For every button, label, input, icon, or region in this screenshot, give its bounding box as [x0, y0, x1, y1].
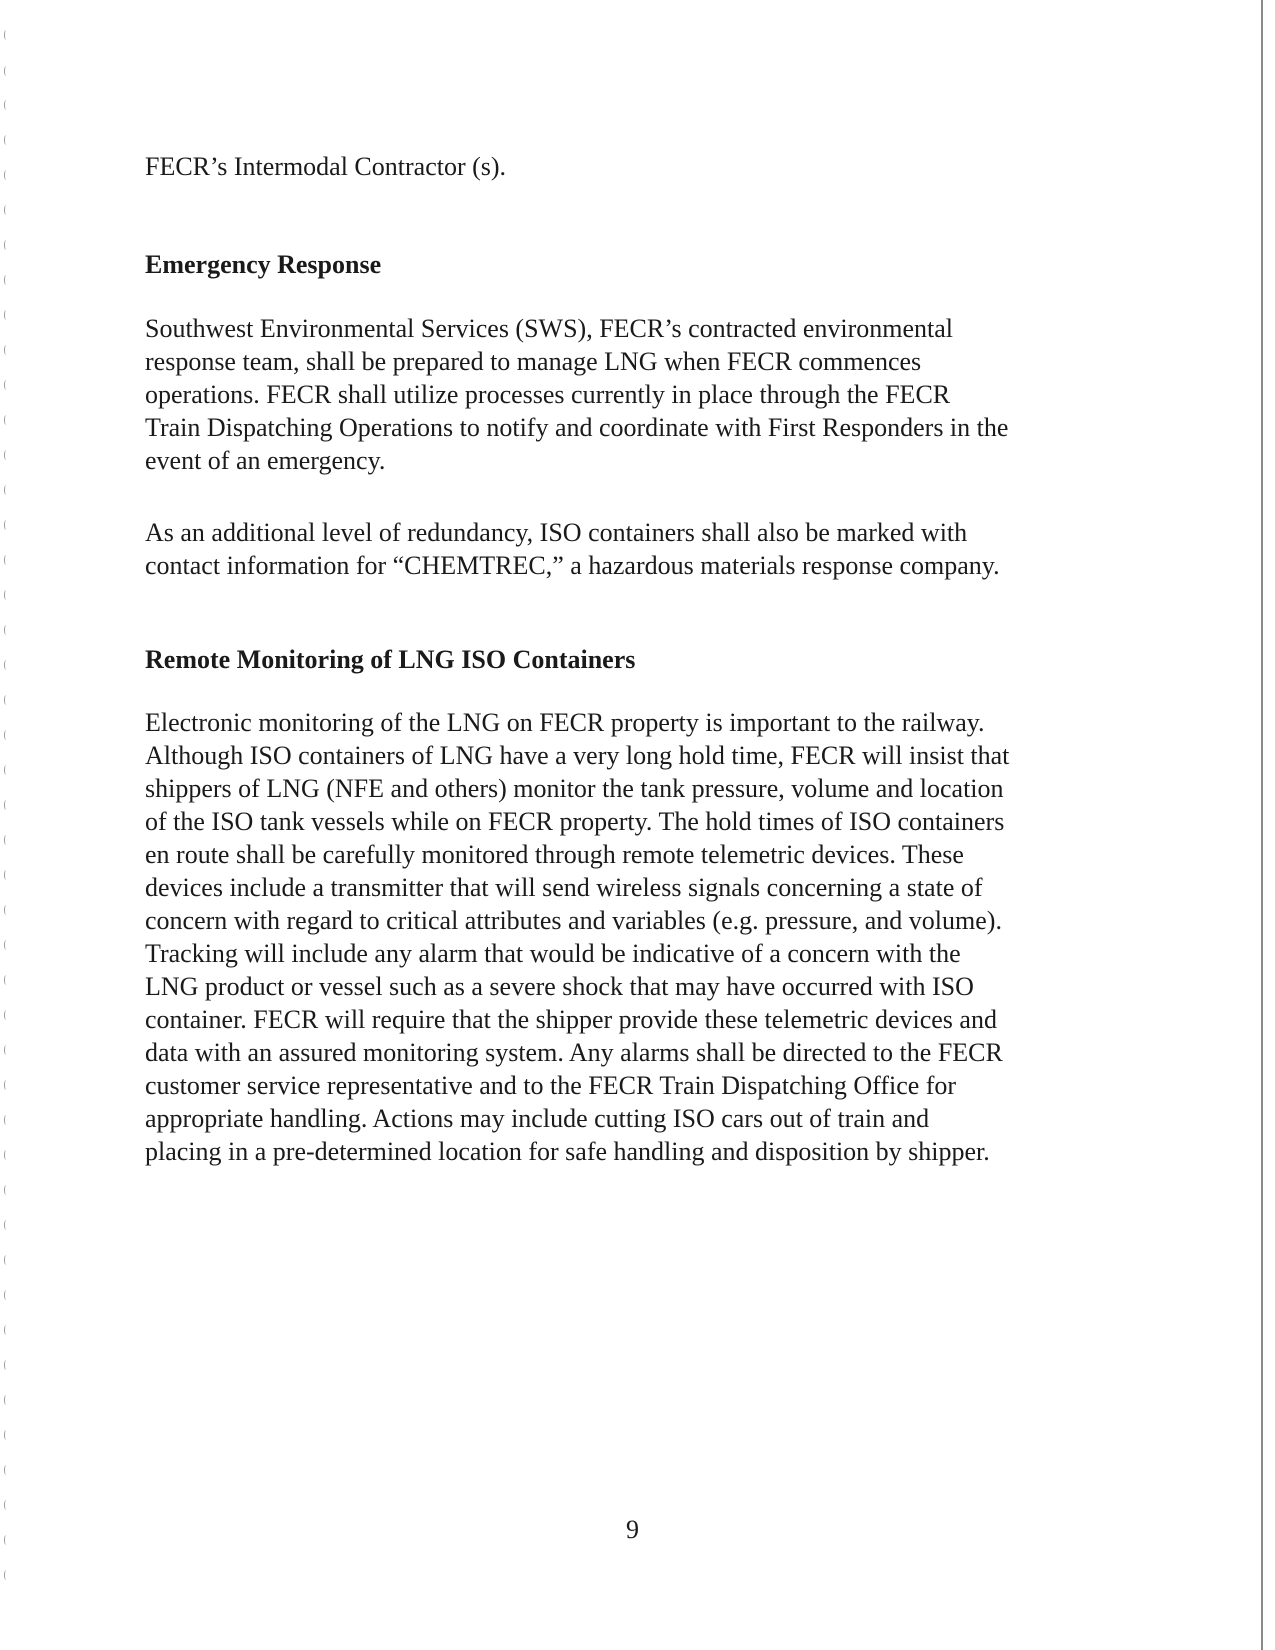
binding-mark	[4, 905, 8, 915]
binding-mark	[4, 205, 8, 215]
binding-mark	[4, 870, 8, 880]
binding-mark	[4, 1010, 8, 1020]
binding-mark	[4, 1255, 8, 1265]
binding-mark	[4, 100, 8, 110]
binding-mark	[4, 765, 8, 775]
binding-mark	[4, 695, 8, 705]
binding-mark	[4, 275, 8, 285]
scan-binding-marks	[4, 30, 12, 1630]
binding-mark	[4, 380, 8, 390]
paragraph: As an additional level of redundancy, ISO containers shall also be marked with contact information for “CHEMTREC,” a hazardous materials response company.	[145, 518, 1000, 580]
binding-mark	[4, 1185, 8, 1195]
paragraph: Electronic monitoring of the LNG on FECR property is important to the railway. Although ISO containers of LNG have a very long hold time, FECR will insist that shippers of LNG (NFE and others) monitor the tank pressure, volume and location of the ISO tank vessels while on FECR property. The hold times of ISO containers en route shall be carefully monitored through remote telemetric devices. These devices include a transmitter that will send wireless signals concerning a state of concern with regard to critical attributes and variables (e.g. pressure, and volume). Tracking will include any alarm that would be indicative of a concern with the LNG product or vessel such as a severe shock that may have occurred with ISO container. FECR will require that the shipper provide these telemetric devices and data with an assured monitoring system. Any alarms shall be directed to the FECR customer service representative and to the FECR Train Dispatching Office for appropriate handling. Actions may include cutting ISO cars out of train and placing in a pre-determined location for safe handling and disposition by shipper.	[145, 708, 1010, 1166]
binding-mark	[4, 170, 8, 180]
binding-mark	[4, 1325, 8, 1335]
binding-mark	[4, 835, 8, 845]
scan-page-edge	[1261, 0, 1263, 1650]
paragraph: Southwest Environmental Services (SWS), FECR’s contracted environmental response team, shall be prepared to manage LNG when FECR commences operations. FECR shall utilize processes currently in place through the FECR Train Dispatching Operations to notify and coordinate with First Responders in the event of an emergency.	[145, 314, 1009, 475]
binding-mark	[4, 590, 8, 600]
binding-mark	[4, 450, 8, 460]
binding-mark	[4, 66, 8, 76]
binding-mark	[4, 415, 8, 425]
section-heading: Emergency Response	[145, 250, 382, 279]
binding-mark	[4, 240, 8, 250]
binding-mark	[4, 345, 8, 355]
paragraph-block	[145, 516, 1120, 582]
binding-mark	[4, 1220, 8, 1230]
binding-mark	[4, 485, 8, 495]
binding-mark	[4, 1290, 8, 1300]
section-heading: Remote Monitoring of LNG ISO Containers	[145, 645, 636, 674]
page-number: 9	[626, 1515, 639, 1544]
paragraph-block	[145, 706, 1120, 1168]
binding-mark	[4, 660, 8, 670]
binding-mark	[4, 1360, 8, 1370]
binding-mark	[4, 135, 8, 145]
binding-mark	[4, 800, 8, 810]
binding-mark	[4, 975, 8, 985]
binding-mark	[4, 1080, 8, 1090]
section-remote-monitoring	[145, 643, 1120, 676]
binding-mark	[4, 1430, 8, 1440]
binding-mark	[4, 940, 8, 950]
binding-mark	[4, 730, 8, 740]
binding-mark	[4, 1045, 8, 1055]
paragraph-block	[145, 312, 1120, 477]
binding-mark	[4, 520, 8, 530]
binding-mark	[4, 1500, 8, 1510]
continuation-line: FECR’s Intermodal Contractor (s).	[145, 152, 507, 181]
binding-mark	[4, 555, 8, 565]
binding-mark	[4, 310, 8, 320]
binding-mark	[4, 1395, 8, 1405]
binding-mark	[4, 1465, 8, 1475]
section-emergency-response	[145, 248, 1120, 281]
binding-mark	[4, 30, 8, 40]
binding-mark	[4, 625, 8, 635]
continuation-text	[145, 150, 1120, 183]
binding-mark	[4, 1115, 8, 1125]
binding-mark	[4, 1570, 8, 1580]
binding-mark	[4, 1150, 8, 1160]
